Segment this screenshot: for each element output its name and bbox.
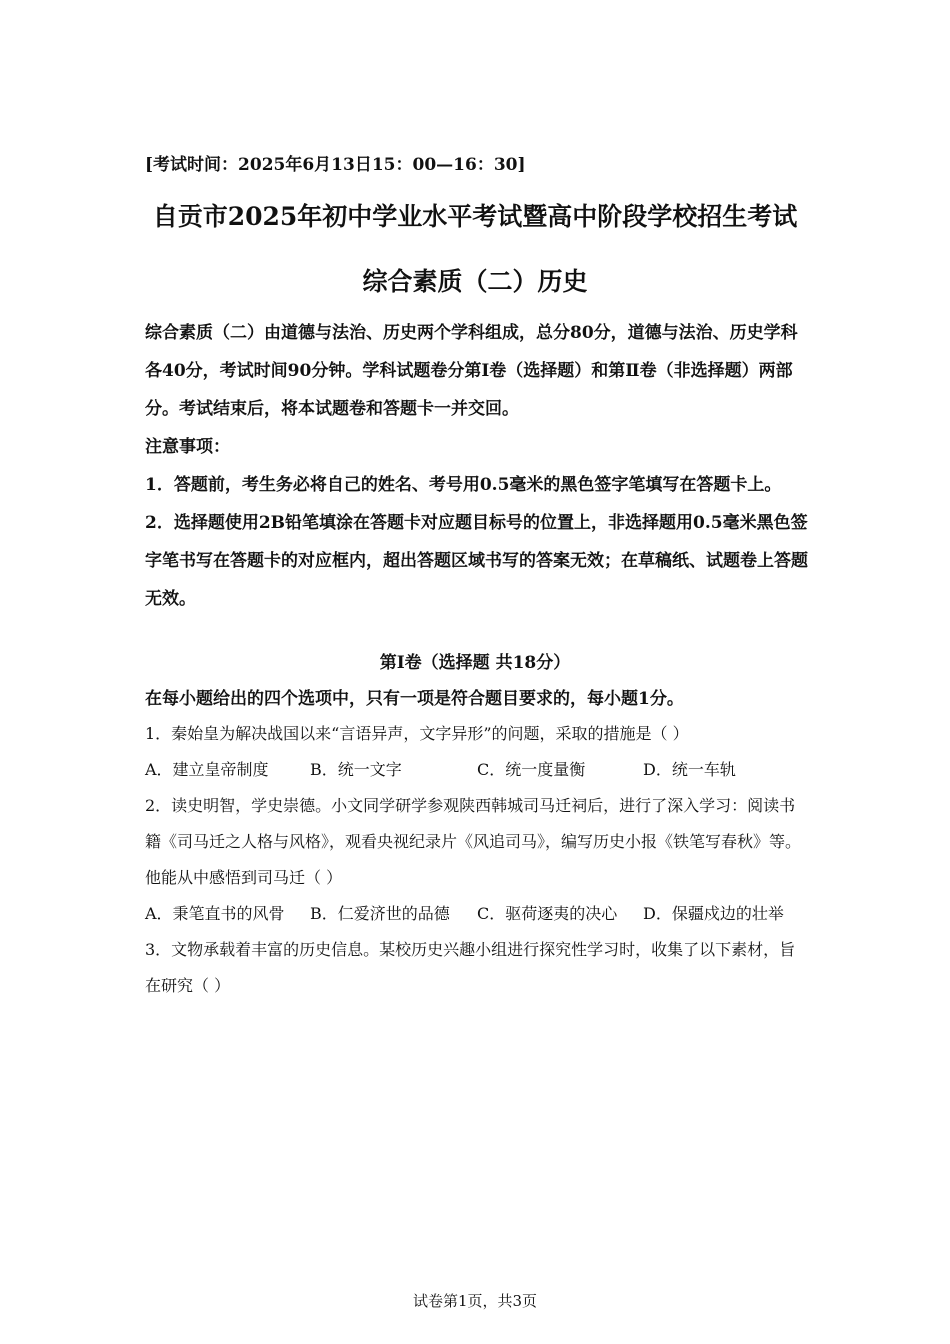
notes-label: 注意事项： [145, 437, 230, 457]
option-b: B．统一文字 [310, 760, 402, 779]
note-item: 1．答题前，考生务必将自己的姓名、考号用0.5毫米的黑色签字笔填写在答题卡上。 [145, 475, 782, 495]
option-b: B．仁爱济世的品德 [310, 904, 450, 923]
option-a: A．建立皇帝制度 [145, 760, 269, 779]
option-d: D．统一车轨 [643, 760, 736, 779]
exam-time: [考试时间：2025年6月13日15：00—16：30] [145, 155, 526, 175]
page-footer: 试卷第1页，共3页 [412, 1292, 538, 1310]
note-item: 2．选择题使用2B铅笔填涂在答题卡对应题目标号的位置上，非选择题用0.5毫米黑色签字笔书写在答题卡的对应框内，超出答题区域书写的答案无效；在草稿纸、试题卷上答题无效。 [145, 513, 808, 609]
option-a: A．秉笔直书的风骨 [145, 904, 285, 923]
exam-instructions [145, 314, 810, 618]
intro-paragraph: 综合素质（二）由道德与法治、历史两个学科组成，总分80分，道德与法治、历史学科各40分，考试时间90分钟。学科试题卷分第Ⅰ卷（选择题）和第Ⅱ卷（非选择题）两部分。考试结束后，将本试题卷和答题卡一并交回。 [145, 323, 798, 419]
section-title: 第Ⅰ卷（选择题 共18分） [379, 653, 571, 673]
option-d: D．保疆戍边的壮举 [643, 904, 784, 923]
question-options [145, 896, 810, 932]
question-stem: 2．读史明智，学史崇德。小文同学研学参观陕西韩城司马迁祠后，进行了深入学习：阅读书籍《司马迁之人格与风格》，观看央视纪录片《风追司马》，编写历史小报《铁笔写春秋》等。他能从中感悟到司马迁（ ） [145, 796, 802, 887]
exam-subtitle: 综合素质（二）历史 [362, 267, 588, 296]
question-stem: 3．文物承载着丰富的历史信息。某校历史兴趣小组进行探究性学习时，收集了以下素材，旨在研究（ ） [145, 940, 796, 995]
section-instruction: 在每小题给出的四个选项中，只有一项是符合题目要求的，每小题1分。 [145, 689, 684, 709]
option-c: C．驱荷逐夷的决心 [477, 904, 618, 923]
exam-title: 自贡市2025年初中学业水平考试暨高中阶段学校招生考试 [152, 202, 798, 231]
question-stem: 1．秦始皇为解决战国以来“言语异声，文字异形”的问题，采取的措施是（ ） [145, 724, 689, 743]
option-c: C．统一度量衡 [477, 760, 586, 779]
question-options [145, 752, 810, 788]
question-list [145, 716, 810, 1004]
